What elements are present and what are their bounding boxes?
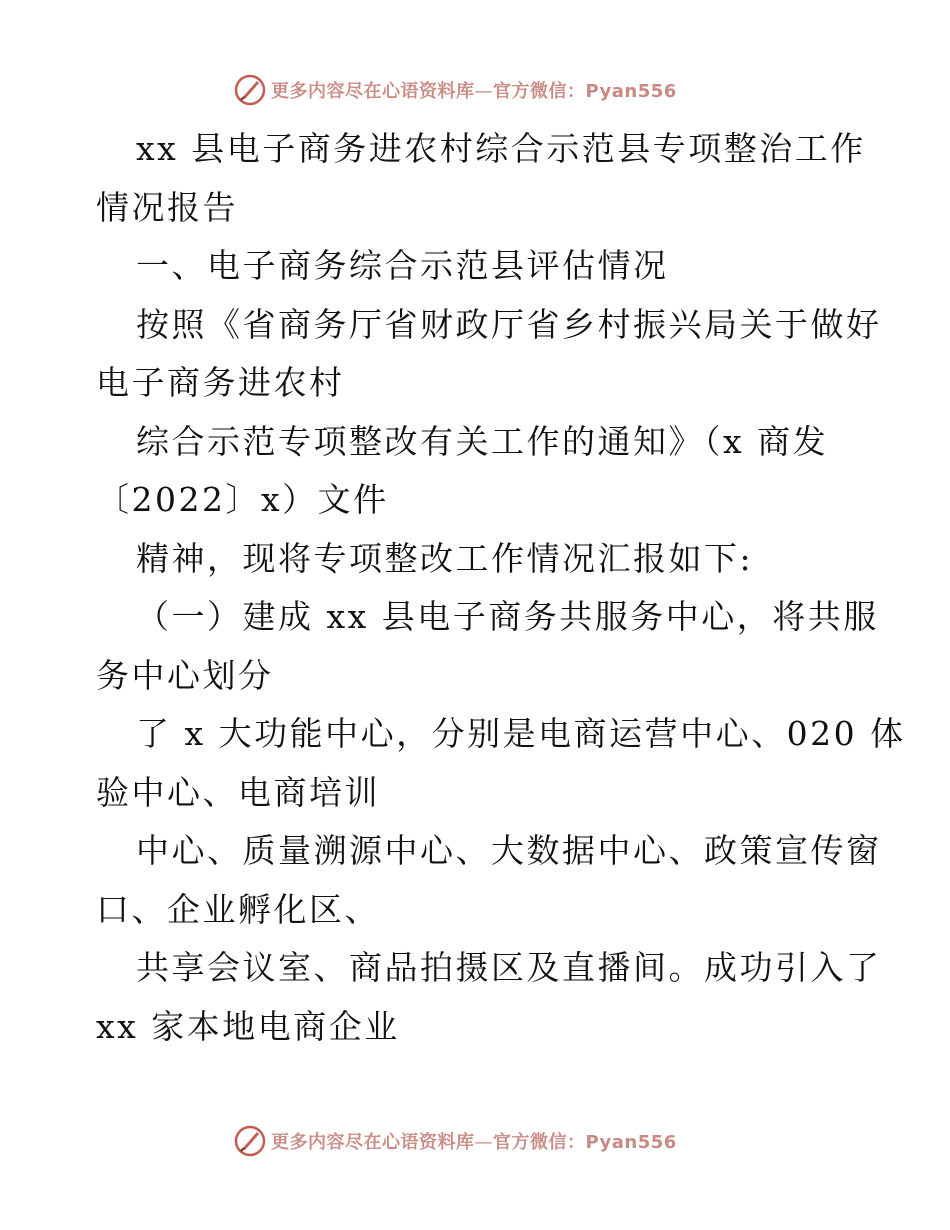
paragraph-line: 共享会议室、商品拍摄区及直播间。成功引入了 [136, 948, 882, 987]
watermark-prefix: 更多内容尽在心语资料库 [271, 1132, 475, 1153]
paragraph-line: 电子商务进农村 [96, 363, 345, 402]
paragraph-line: 按照《省商务厅省财政厅省乡村振兴局关于做好 [136, 304, 882, 344]
watermark-header [233, 73, 677, 107]
quill-pen-logo-icon [233, 73, 267, 107]
watermark-dash: — [474, 81, 493, 102]
paragraph-line: （一）建成 xx 县电子商务共服务中心，将共服 [136, 597, 879, 636]
section-heading: 一、电子商务综合示范县评估情况 [136, 246, 669, 285]
paragraph-line: xx 家本地电商企业 [96, 1006, 400, 1046]
title-line-1: xx 县电子商务进农村综合示范县专项整治工作 [136, 129, 866, 168]
watermark-suffix: 官方微信：Pyan556 [493, 1132, 677, 1153]
watermark-suffix: 官方微信：Pyan556 [493, 81, 677, 102]
quill-pen-logo-icon [233, 1124, 267, 1158]
watermark-prefix: 更多内容尽在心语资料库 [271, 81, 475, 102]
watermark-footer [233, 1124, 677, 1158]
paragraph-line: 〔2022〕x）文件 [96, 480, 389, 519]
paragraph-line: 精神，现将专项整改工作情况汇报如下: [136, 538, 754, 578]
paragraph-line: 验中心、电商培训 [96, 772, 380, 812]
watermark-dash: — [474, 1132, 493, 1153]
paragraph-line: 口、企业孵化区、 [96, 889, 380, 929]
paragraph-line: 务中心划分 [96, 655, 274, 695]
paragraph-line: 综合示范专项整改有关工作的通知》（x 商发 [136, 421, 829, 461]
document-body [96, 120, 906, 1056]
title-line-2: 情况报告 [96, 187, 238, 227]
paragraph-line: 了 x 大功能中心，分别是电商运营中心、020 体 [136, 714, 906, 753]
paragraph-line: 中心、质量溯源中心、大数据中心、政策宣传窗 [136, 831, 882, 870]
